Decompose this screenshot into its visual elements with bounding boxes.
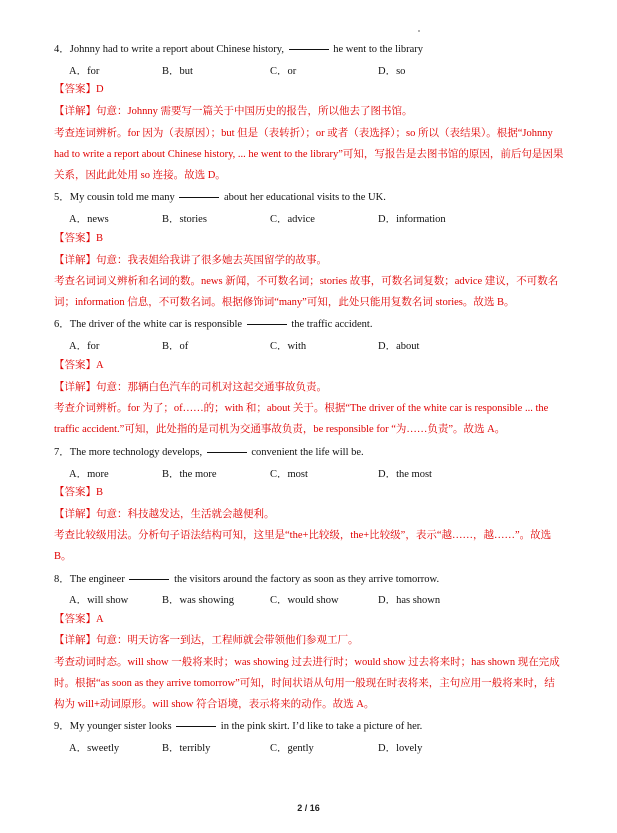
answer-blank bbox=[179, 196, 219, 198]
question-4-answer: 【答案】D bbox=[54, 84, 104, 95]
question-6-answer: 【答案】A bbox=[54, 360, 104, 371]
answer-blank bbox=[247, 323, 287, 325]
question-5-option-d: D．information bbox=[378, 214, 446, 225]
question-7-stem: 7．The more technology develops, convenient the life will be. bbox=[54, 447, 364, 458]
page-number: 2 / 16 bbox=[297, 803, 320, 813]
answer-blank bbox=[207, 451, 247, 453]
question-7-option-a: A．more bbox=[69, 469, 109, 480]
header-mark bbox=[418, 30, 420, 32]
question-8-detail: 【详解】句意：明天访客一到达，工程师就会带领他们参观工厂。 bbox=[54, 635, 359, 646]
question-9-option-a: A．sweetly bbox=[69, 743, 120, 754]
question-5-stem: 5．My cousin told me many about her educational visits to the UK. bbox=[54, 192, 386, 203]
answer-blank bbox=[289, 48, 329, 50]
question-4-option-a: A．for bbox=[69, 66, 100, 77]
question-6-option-c: C．with bbox=[270, 341, 307, 352]
question-4-analysis: 考查连词辨析。for 因为（表原因）；but 但是（表转折）；or 或者（表选择）；so 所以（表结果）。根据“Johnny had to write a report about Chinese history, ... he went to the library”可知，写报告是去图书馆的原因，前后句是因果关系，因此此处用 so 连接。故选 D。 bbox=[54, 128, 564, 181]
question-8-option-a: A．will show bbox=[69, 595, 129, 606]
question-7-option-d: D．the most bbox=[378, 469, 432, 480]
question-6-option-b: B．of bbox=[162, 341, 189, 352]
question-5-analysis: 考查名词词义辨析和名词的数。news 新闻，不可数名词；stories 故事，可数名词复数；advice 建议，不可数名词；information 信息，不可数名词。根据修饰词“many”可知，此处只能用复数名词 stories。故选 B。 bbox=[54, 276, 559, 308]
question-8-stem: 8．The engineer the visitors around the factory as soon as they arrive tomorrow. bbox=[54, 574, 440, 585]
question-8-option-c: C．would show bbox=[270, 595, 339, 606]
question-4-option-d: D．so bbox=[378, 66, 406, 77]
question-6-detail: 【详解】句意：那辆白色汽车的司机对这起交通事故负责。 bbox=[54, 382, 327, 393]
question-7-analysis: 考查比较级用法。分析句子语法结构可知，这里是“the+比较级，the+比较级”，表示“越……，越……”。故选 B。 bbox=[54, 530, 552, 562]
question-6-analysis: 考查介词辨析。for 为了；of……的；with 和；about 关于。根据“The driver of the white car is responsible ... the traffic accident.”可知，此处指的是司机为交通事故负责，be responsible for “为……负责”。故选 A。 bbox=[54, 403, 549, 435]
question-8-answer: 【答案】A bbox=[54, 614, 104, 625]
question-5-option-b: B．stories bbox=[162, 214, 207, 225]
answer-blank bbox=[176, 725, 216, 727]
question-5-option-a: A．news bbox=[69, 214, 109, 225]
question-8-analysis: 考查动词时态。will show 一般将来时；was showing 过去进行时；would show 过去将来时；has shown 现在完成时。根据“as soon as they arrive tomorrow”可知，时间状语从句用一般现在时表将来，主句应用一般将来时，结构为 will+动词原形。will show 符合语境，表示将来的动作。故选 A。 bbox=[54, 657, 560, 710]
question-4-stem: 4．Johnny had to write a report about Chinese history, he went to the library bbox=[54, 44, 424, 55]
question-4-option-c: C．or bbox=[270, 66, 297, 77]
question-9-option-b: B．terribly bbox=[162, 743, 211, 754]
question-8-option-d: D．has shown bbox=[378, 595, 441, 606]
question-9-option-c: C．gently bbox=[270, 743, 314, 754]
question-7-detail: 【详解】句意：科技越发达，生活就会越便利。 bbox=[54, 509, 275, 520]
question-9-stem: 9．My younger sister looks in the pink skirt. I’d like to take a picture of her. bbox=[54, 721, 423, 732]
question-5-answer: 【答案】B bbox=[54, 233, 104, 244]
question-6-option-a: A．for bbox=[69, 341, 100, 352]
question-5-detail: 【详解】句意：我表姐给我讲了很多她去英国留学的故事。 bbox=[54, 255, 327, 266]
question-6-option-d: D．about bbox=[378, 341, 420, 352]
answer-blank bbox=[129, 578, 169, 580]
question-7-answer: 【答案】B bbox=[54, 487, 104, 498]
question-4-option-b: B．but bbox=[162, 66, 193, 77]
question-4-detail: 【详解】句意：Johnny 需要写一篇关于中国历史的报告，所以他去了图书馆。 bbox=[54, 106, 413, 117]
question-5-option-c: C．advice bbox=[270, 214, 315, 225]
question-7-option-c: C．most bbox=[270, 469, 308, 480]
question-7-option-b: B．the more bbox=[162, 469, 217, 480]
question-8-option-b: B．was showing bbox=[162, 595, 235, 606]
question-9-option-d: D．lovely bbox=[378, 743, 423, 754]
question-6-stem: 6．The driver of the white car is responsible the traffic accident. bbox=[54, 319, 373, 330]
